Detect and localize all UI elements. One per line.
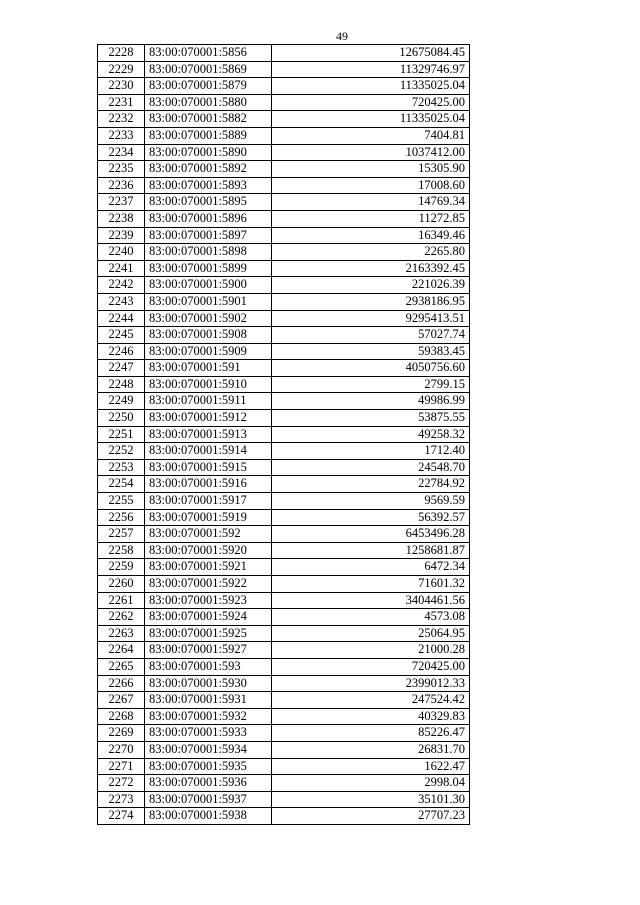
table-row	[98, 260, 470, 277]
row-number-cell: 2250	[98, 410, 145, 427]
cadastral-value-cell: 1037412.00	[272, 144, 470, 161]
table-row	[98, 111, 470, 128]
cadastral-number-cell: 83:00:070001:5879	[145, 78, 272, 95]
row-number-cell: 2243	[98, 293, 145, 310]
cadastral-value-cell: 53875.55	[272, 410, 470, 427]
table-row	[98, 791, 470, 808]
row-number-cell: 2233	[98, 127, 145, 144]
table-row	[98, 376, 470, 393]
row-number-cell: 2253	[98, 459, 145, 476]
table-row	[98, 360, 470, 377]
table-row	[98, 459, 470, 476]
cadastral-value-cell: 2163392.45	[272, 260, 470, 277]
table-row	[98, 708, 470, 725]
cadastral-value-cell: 2998.04	[272, 775, 470, 792]
cadastral-value-cell: 11329746.97	[272, 61, 470, 78]
cadastral-number-cell: 83:00:070001:5920	[145, 542, 272, 559]
row-number-cell: 2272	[98, 775, 145, 792]
cadastral-value-cell: 11335025.04	[272, 78, 470, 95]
cadastral-value-cell: 2399012.33	[272, 675, 470, 692]
table-row	[98, 393, 470, 410]
cadastral-number-cell: 83:00:070001:5901	[145, 293, 272, 310]
table-row	[98, 127, 470, 144]
cadastral-value-cell: 85226.47	[272, 725, 470, 742]
cadastral-value-cell: 57027.74	[272, 327, 470, 344]
cadastral-number-cell: 83:00:070001:5896	[145, 210, 272, 227]
cadastral-number-cell: 83:00:070001:5902	[145, 310, 272, 327]
cadastral-number-cell: 83:00:070001:5895	[145, 194, 272, 211]
cadastral-value-cell: 21000.28	[272, 642, 470, 659]
table-row	[98, 658, 470, 675]
table-row	[98, 725, 470, 742]
cadastral-value-cell: 7404.81	[272, 127, 470, 144]
row-number-cell: 2241	[98, 260, 145, 277]
row-number-cell: 2256	[98, 509, 145, 526]
cadastral-number-cell: 83:00:070001:5938	[145, 808, 272, 825]
cadastral-number-cell: 83:00:070001:5936	[145, 775, 272, 792]
cadastral-number-cell: 83:00:070001:593	[145, 658, 272, 675]
cadastral-value-cell: 3404461.56	[272, 592, 470, 609]
table-row	[98, 775, 470, 792]
table-row	[98, 493, 470, 510]
cadastral-value-cell: 16349.46	[272, 227, 470, 244]
cadastral-value-cell: 4050756.60	[272, 360, 470, 377]
row-number-cell: 2235	[98, 161, 145, 178]
table-row	[98, 161, 470, 178]
cadastral-number-cell: 83:00:070001:5912	[145, 410, 272, 427]
cadastral-value-cell: 9295413.51	[272, 310, 470, 327]
cadastral-value-cell: 6453496.28	[272, 526, 470, 543]
table-row	[98, 542, 470, 559]
table-row	[98, 642, 470, 659]
page-number: 49	[336, 29, 348, 43]
cadastral-number-cell: 83:00:070001:5869	[145, 61, 272, 78]
cadastral-number-cell: 83:00:070001:5923	[145, 592, 272, 609]
cadastral-number-cell: 83:00:070001:5917	[145, 493, 272, 510]
row-number-cell: 2263	[98, 625, 145, 642]
cadastral-value-cell: 720425.00	[272, 658, 470, 675]
cadastral-number-cell: 83:00:070001:5935	[145, 758, 272, 775]
table-row	[98, 559, 470, 576]
row-number-cell: 2228	[98, 45, 145, 62]
cadastral-value-cell: 49258.32	[272, 426, 470, 443]
cadastral-value-cell: 720425.00	[272, 94, 470, 111]
cadastral-number-cell: 83:00:070001:5893	[145, 177, 272, 194]
cadastral-value-cell: 1712.40	[272, 443, 470, 460]
cadastral-value-cell: 1622.47	[272, 758, 470, 775]
cadastral-value-cell: 2265.80	[272, 244, 470, 261]
row-number-cell: 2248	[98, 376, 145, 393]
cadastral-number-cell: 83:00:070001:5934	[145, 741, 272, 758]
cadastral-value-cell: 221026.39	[272, 277, 470, 294]
table-row	[98, 741, 470, 758]
table-row	[98, 675, 470, 692]
table-row	[98, 476, 470, 493]
cadastral-value-cell: 14769.34	[272, 194, 470, 211]
cadastral-value-cell: 2799.15	[272, 376, 470, 393]
row-number-cell: 2230	[98, 78, 145, 95]
table-row	[98, 177, 470, 194]
row-number-cell: 2257	[98, 526, 145, 543]
row-number-cell: 2274	[98, 808, 145, 825]
row-number-cell: 2260	[98, 576, 145, 593]
row-number-cell: 2261	[98, 592, 145, 609]
cadastral-number-cell: 83:00:070001:5898	[145, 244, 272, 261]
cadastral-value-cell: 25064.95	[272, 625, 470, 642]
table-row	[98, 443, 470, 460]
cadastral-value-cell: 59383.45	[272, 343, 470, 360]
cadastral-value-cell: 247524.42	[272, 692, 470, 709]
row-number-cell: 2271	[98, 758, 145, 775]
cadastral-value-cell: 35101.30	[272, 791, 470, 808]
cadastral-value-cell: 26831.70	[272, 741, 470, 758]
cadastral-value-cell: 40329.83	[272, 708, 470, 725]
cadastral-value-cell: 4573.08	[272, 609, 470, 626]
table-row	[98, 78, 470, 95]
table-row	[98, 808, 470, 825]
row-number-cell: 2262	[98, 609, 145, 626]
table-body	[98, 45, 470, 825]
table-row	[98, 194, 470, 211]
row-number-cell: 2258	[98, 542, 145, 559]
cadastral-value-cell: 11335025.04	[272, 111, 470, 128]
row-number-cell: 2273	[98, 791, 145, 808]
row-number-cell: 2264	[98, 642, 145, 659]
cadastral-number-cell: 83:00:070001:592	[145, 526, 272, 543]
row-number-cell: 2266	[98, 675, 145, 692]
cadastral-number-cell: 83:00:070001:5924	[145, 609, 272, 626]
cadastral-value-cell: 56392.57	[272, 509, 470, 526]
cadastral-number-cell: 83:00:070001:5900	[145, 277, 272, 294]
cadastral-value-cell: 15305.90	[272, 161, 470, 178]
cadastral-number-cell: 83:00:070001:5931	[145, 692, 272, 709]
cadastral-number-cell: 83:00:070001:5930	[145, 675, 272, 692]
table-row	[98, 210, 470, 227]
table-row	[98, 343, 470, 360]
row-number-cell: 2234	[98, 144, 145, 161]
row-number-cell: 2267	[98, 692, 145, 709]
row-number-cell: 2252	[98, 443, 145, 460]
row-number-cell: 2240	[98, 244, 145, 261]
cadastral-number-cell: 83:00:070001:5880	[145, 94, 272, 111]
cadastral-value-table	[97, 44, 470, 825]
cadastral-number-cell: 83:00:070001:5916	[145, 476, 272, 493]
cadastral-value-cell: 6472.34	[272, 559, 470, 576]
table-row	[98, 327, 470, 344]
table-row	[98, 410, 470, 427]
table-row	[98, 426, 470, 443]
row-number-cell: 2229	[98, 61, 145, 78]
row-number-cell: 2247	[98, 360, 145, 377]
row-number-cell: 2251	[98, 426, 145, 443]
table-row	[98, 45, 470, 62]
row-number-cell: 2255	[98, 493, 145, 510]
cadastral-value-cell: 49986.99	[272, 393, 470, 410]
cadastral-number-cell: 83:00:070001:5937	[145, 791, 272, 808]
table-row	[98, 293, 470, 310]
cadastral-number-cell: 83:00:070001:5890	[145, 144, 272, 161]
row-number-cell: 2242	[98, 277, 145, 294]
cadastral-number-cell: 83:00:070001:591	[145, 360, 272, 377]
row-number-cell: 2237	[98, 194, 145, 211]
cadastral-number-cell: 83:00:070001:5856	[145, 45, 272, 62]
row-number-cell: 2270	[98, 741, 145, 758]
row-number-cell: 2268	[98, 708, 145, 725]
row-number-cell: 2244	[98, 310, 145, 327]
row-number-cell: 2254	[98, 476, 145, 493]
row-number-cell: 2232	[98, 111, 145, 128]
row-number-cell: 2245	[98, 327, 145, 344]
cadastral-number-cell: 83:00:070001:5892	[145, 161, 272, 178]
cadastral-number-cell: 83:00:070001:5932	[145, 708, 272, 725]
cadastral-number-cell: 83:00:070001:5911	[145, 393, 272, 410]
cadastral-number-cell: 83:00:070001:5919	[145, 509, 272, 526]
row-number-cell: 2231	[98, 94, 145, 111]
cadastral-number-cell: 83:00:070001:5922	[145, 576, 272, 593]
table-row	[98, 509, 470, 526]
row-number-cell: 2239	[98, 227, 145, 244]
row-number-cell: 2259	[98, 559, 145, 576]
cadastral-number-cell: 83:00:070001:5913	[145, 426, 272, 443]
cadastral-value-cell: 27707.23	[272, 808, 470, 825]
row-number-cell: 2249	[98, 393, 145, 410]
cadastral-value-cell: 9569.59	[272, 493, 470, 510]
cadastral-number-cell: 83:00:070001:5910	[145, 376, 272, 393]
cadastral-value-cell: 1258681.87	[272, 542, 470, 559]
row-number-cell: 2236	[98, 177, 145, 194]
table-row	[98, 144, 470, 161]
cadastral-number-cell: 83:00:070001:5914	[145, 443, 272, 460]
cadastral-value-cell: 24548.70	[272, 459, 470, 476]
table-row	[98, 576, 470, 593]
cadastral-value-cell: 2938186.95	[272, 293, 470, 310]
row-number-cell: 2246	[98, 343, 145, 360]
row-number-cell: 2269	[98, 725, 145, 742]
table-row	[98, 526, 470, 543]
cadastral-number-cell: 83:00:070001:5909	[145, 343, 272, 360]
cadastral-value-cell: 17008.60	[272, 177, 470, 194]
cadastral-number-cell: 83:00:070001:5908	[145, 327, 272, 344]
table-row	[98, 94, 470, 111]
cadastral-value-cell: 71601.32	[272, 576, 470, 593]
cadastral-number-cell: 83:00:070001:5889	[145, 127, 272, 144]
row-number-cell: 2265	[98, 658, 145, 675]
table-row	[98, 758, 470, 775]
table-row	[98, 61, 470, 78]
cadastral-number-cell: 83:00:070001:5899	[145, 260, 272, 277]
cadastral-value-cell: 22784.92	[272, 476, 470, 493]
cadastral-number-cell: 83:00:070001:5915	[145, 459, 272, 476]
table-row	[98, 244, 470, 261]
table-row	[98, 592, 470, 609]
table-row	[98, 609, 470, 626]
table-row	[98, 625, 470, 642]
cadastral-number-cell: 83:00:070001:5882	[145, 111, 272, 128]
table-row	[98, 277, 470, 294]
cadastral-number-cell: 83:00:070001:5921	[145, 559, 272, 576]
cadastral-number-cell: 83:00:070001:5933	[145, 725, 272, 742]
cadastral-number-cell: 83:00:070001:5897	[145, 227, 272, 244]
table-row	[98, 310, 470, 327]
cadastral-number-cell: 83:00:070001:5925	[145, 625, 272, 642]
cadastral-number-cell: 83:00:070001:5927	[145, 642, 272, 659]
row-number-cell: 2238	[98, 210, 145, 227]
cadastral-value-cell: 11272.85	[272, 210, 470, 227]
table-row	[98, 227, 470, 244]
cadastral-value-cell: 12675084.45	[272, 45, 470, 62]
table-row	[98, 692, 470, 709]
